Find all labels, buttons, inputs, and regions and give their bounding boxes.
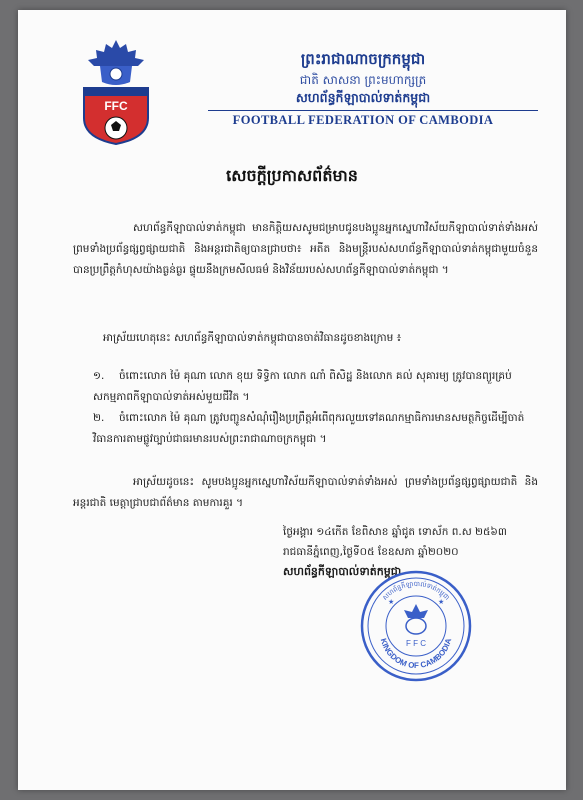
date-solar: រាជធានីភ្នំពេញ,ថ្ងៃទី០៥ ខែឧសភា ឆ្នាំ២០២០ xyxy=(283,546,459,558)
list-item xyxy=(93,366,538,408)
date-lunar: ថ្ងៃអង្គារ ១៤កើត ខែពិសាខ ឆ្នាំជូត ទោស័ក ព.ស ២៥៦៣ xyxy=(283,526,507,538)
list-item-text: ចំពោះលោក ម៉ៃ គុណា លោក ខុយ ទិទ្ធិកា លោក ណាំ ពិសិដ្ឋ និងលោក គល់ សុគារម្យ ត្រូវបានព្យួរគ្រប់សកម្មភាពកីឡាបាល់ទាត់អស់មួយជីវិត ។ xyxy=(93,370,512,403)
list-item-text: ចំពោះលោក ម៉ៃ គុណា ត្រូវបញ្ជូនសំណុំរឿងប្រព្រឹត្តអំពើពុករលួយទៅគណកម្មាធិការមានសមត្ថកិច្ចដើម្បីចាត់វិធានការតាមផ្លូវច្បាប់ជាធរមានរបស់ព្រះរាជាណាចក្រកម្ពុជា ។ xyxy=(93,412,525,445)
svg-text:★: ★ xyxy=(438,598,445,606)
signatory: សហព័ន្ធកីឡាបាល់ទាត់កម្ពុជា xyxy=(283,565,402,578)
header-divider xyxy=(208,110,538,111)
list-item xyxy=(93,408,538,450)
paragraph-intro: សហព័ន្ធកីឡាបាល់ទាត់កម្ពុជា មានកិត្តិយសសូមជម្រាបជូនបងប្អូនអ្នកស្នេហាវិស័យកីឡាបាល់ទាត់ទាំងអស់ ព្រមទាំងប្រព័ន្ធផ្សព្វផ្សាយជាតិ និងអន្តរជាតិឲ្យបានជ្រាបថា៖ អតីត និងមន្ត្រីរបស់សហព័ន្ធកីឡាបាល់ទាត់កម្ពុជាមួយចំនួនបានប្រព្រឹត្តកំហុសយ៉ាងធ្ងន់ធ្ងរ ផ្ទុយនឹងក្រមសីលធម៌ និងវិន័យរបស់សហព័ន្ធកីឡាបាល់ទាត់កម្ពុជា ។ xyxy=(73,222,538,276)
document-title: សេចក្តីប្រកាសព័ត៌មាន xyxy=(226,166,358,185)
svg-text:F F C: F F C xyxy=(406,639,426,648)
svg-text:KINGDOM OF CAMBODIA: KINGDOM OF CAMBODIA xyxy=(378,637,454,671)
svg-text:★: ★ xyxy=(388,598,395,606)
list-item-number: ១. xyxy=(93,370,105,382)
paragraph-decision: អាស្រ័យហេតុនេះ សហព័ន្ធកីឡាបាល់ទាត់កម្ពុជាបានចាត់វិធានដូចខាងក្រោម ៖ xyxy=(103,332,402,344)
header-federation-khmer: សហព័ន្ធកីឡាបាល់ទាត់កម្ពុជា xyxy=(295,90,431,105)
paragraph-closing: អាស្រ័យដូចនេះ សូមបងប្អូនអ្នកស្នេហាវិស័យកីឡាបាល់ទាត់ទាំងអស់ ព្រមទាំងប្រព័ន្ធផ្សព្វផ្សាយជាតិ និងអន្តរជាតិ មេត្តាជ្រាបជាព័ត៌មាន តាមការគួរ ។ xyxy=(73,476,538,509)
svg-text:FFC: FFC xyxy=(104,99,128,113)
ffc-logo xyxy=(80,38,152,146)
list-item-number: ២. xyxy=(93,412,105,424)
header-motto: ជាតិ សាសនា ព្រះមហាក្សត្រ xyxy=(299,73,427,87)
official-stamp xyxy=(358,568,474,684)
document-sheet xyxy=(18,10,566,790)
header-kingdom: ព្រះរាជាណាចក្រកម្ពុជា xyxy=(300,50,426,68)
svg-text:សហព័ន្ធកីឡាបាល់ទាត់កម្ពុជា: សហព័ន្ធកីឡាបាល់ទាត់កម្ពុជា xyxy=(380,579,452,602)
header-federation-english: FOOTBALL FEDERATION OF CAMBODIA xyxy=(232,113,494,127)
